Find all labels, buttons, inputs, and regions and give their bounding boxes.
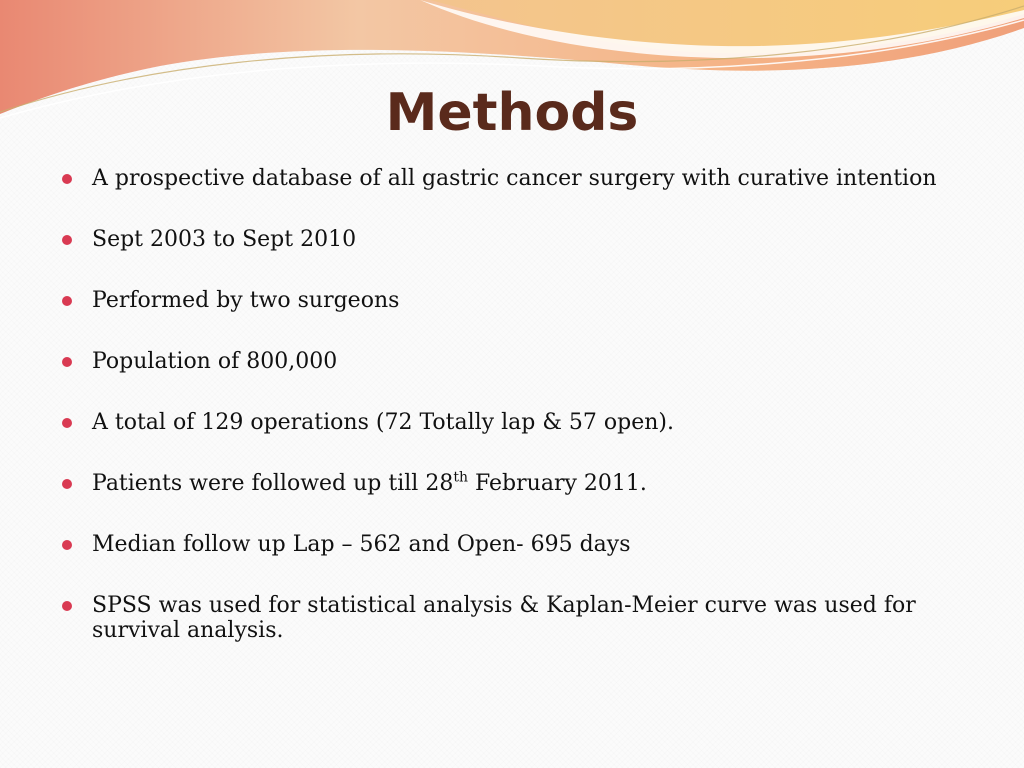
bullet-text: SPSS was used for statistical analysis & Kaplan-Meier curve was used for survival analysis. (92, 593, 916, 643)
bullet-superscript: th (453, 469, 468, 486)
bullet-item (60, 349, 960, 374)
bullet-text: Performed by two surgeons (92, 288, 400, 313)
bullet-text: Median follow up Lap – 562 and Open- 695 days (92, 532, 631, 557)
bullet-text: Sept 2003 to Sept 2010 (92, 227, 357, 252)
bullet-item (60, 471, 960, 496)
bullet-dot-icon (62, 296, 72, 306)
bullet-item (60, 593, 960, 643)
bullet-text: A prospective database of all gastric cancer surgery with curative intention (92, 166, 937, 191)
bullet-text: A total of 129 operations (72 Totally lap & 57 open). (92, 410, 674, 435)
bullet-item (60, 532, 960, 557)
bullet-item (60, 410, 960, 435)
bullet-text: Population of 800,000 (92, 349, 338, 374)
slide-title: Methods (385, 83, 639, 143)
bullet-dot-icon (62, 479, 72, 489)
bullet-dot-icon (62, 235, 72, 245)
bullet-dot-icon (62, 174, 72, 184)
bullet-item (60, 227, 960, 252)
bullet-item (60, 166, 960, 191)
bullet-item (60, 288, 960, 313)
bullet-dot-icon (62, 601, 72, 611)
bullet-dot-icon (62, 357, 72, 367)
bullet-list (60, 166, 960, 643)
bullet-dot-icon (62, 540, 72, 550)
bullet-text-before: Patients were followed up till 28 (92, 471, 454, 496)
bullet-dot-icon (62, 418, 72, 428)
bullet-text-after: February 2011. (467, 471, 647, 496)
